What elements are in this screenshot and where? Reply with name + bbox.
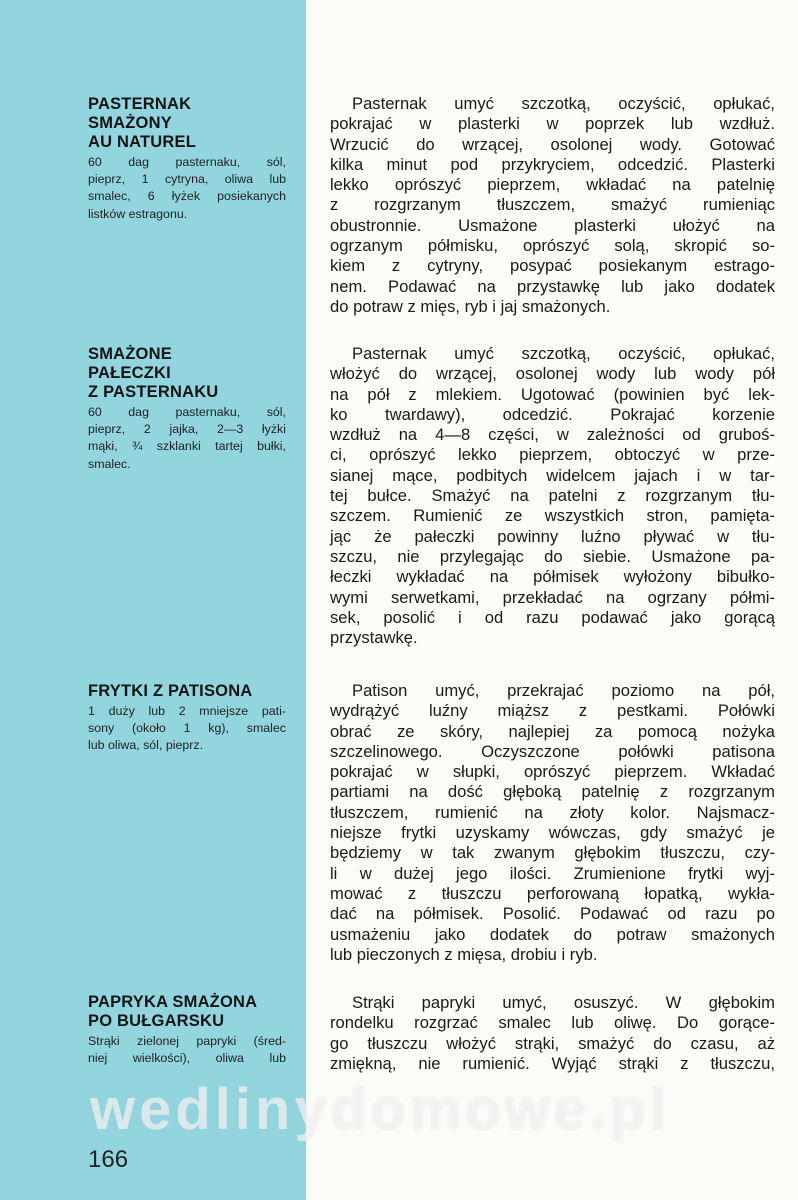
instructions [330,993,775,1074]
recipe-title [88,993,286,1031]
instruction-line: partiami na dość głęboką patelnię z rozgrzanym [330,782,775,802]
instruction-line: Strąki papryki umyć, osuszyć. W głębokim [352,993,775,1012]
recipe-3-body [330,681,775,965]
recipe-title-line: PASTERNAK [88,95,192,113]
recipe-3-header [88,682,286,755]
recipe-title-line: PO BUŁGARSKU [88,1012,225,1030]
recipe-title-line: Z PASTERNAKU [88,383,219,401]
ingredients [88,404,286,473]
recipe-4-header [88,993,286,1067]
instruction-line: lekko oprószyć pieprzem, wkładać na patelnię [330,175,775,195]
ingredient-line: niej wielkości), oliwa lub [88,1051,286,1066]
instruction-line: wydrążyć luźny miąższ z pestkami. Połówki [330,701,775,721]
recipe-1-header [88,95,286,223]
recipe-title-line: PAPRYKA SMAŻONA [88,993,258,1011]
instruction-line: pokrajać w plasterki w poprzek lub wzdłuż. [330,114,775,134]
instruction-line: rondelku rozgrzać smalec lub oliwę. Do gorące- [330,1013,775,1033]
instruction-line: sianej mące, podbitych widelcem jajach i w tar- [330,465,775,485]
ingredient-line: 1 duży lub 2 mniejsze pati- [88,704,286,718]
instruction-line: sek, posolić i od razu podawać jako gorącą [330,607,775,627]
ingredients [88,154,286,223]
instruction-line: tej bułce. Smażyć na patelni z rozgrzanym tłu- [330,486,775,506]
instruction-line: obrać ze skóry, najlepiej za pomocą nożyka [330,721,775,741]
ingredient-line: 60 dag pasternaku, sól, [88,155,286,169]
watermark: wedlinydomowe.pl [90,1077,670,1142]
recipe-title-line: SMAŻONE [88,345,172,363]
instructions [330,681,775,965]
instruction-line: niejsze frytki uzyskamy wówczas, gdy smażyć je [330,823,775,843]
instruction-line: mować z tłuszczu perforowaną łopatką, wykła- [330,883,775,903]
instruction-line: lub pieczonych z mięsa, drobiu i ryb. [330,944,598,964]
instruction-line: szczem. Rumienić ze wszystkich stron, pamięta- [330,506,775,526]
instruction-line: Pasternak umyć szczotką, oczyścić, opłukać, [352,344,775,363]
instruction-line: Pasternak umyć szczotką, oczyścić, opłukać, [352,94,775,113]
instruction-line: kilka minut pod przykryciem, odcedzić. Plasterki [330,154,775,174]
instruction-line: kiem z cytryny, posypać posiekanym estrago- [330,256,775,276]
recipe-4-body [330,993,775,1074]
instructions [330,344,775,648]
instruction-line: szczelinowego. Oczyszczone połówki patisona [330,741,775,761]
ingredient-line: listków estragonu. [88,206,188,221]
recipe-title-line: SMAŻONY [88,114,172,132]
instruction-line: będziemy w tak zwanym głębokim tłuszczu, czy- [330,843,775,863]
instruction-line: nem. Podawać na przystawkę lub jako dodatek [330,276,775,296]
recipe-title-line: AU NATUREL [88,133,197,151]
instruction-line: łeczki wykładać na półmisek wyłożony bibułko- [330,567,775,587]
recipe-title [88,95,286,152]
recipe-1-body [330,94,775,317]
instruction-line: Patison umyć, przekrajać poziomo na pół, [352,681,775,700]
ingredient-line: sony (około 1 kg), smalec [88,721,286,736]
instruction-line: na pół z mlekiem. Ugotować (powinien być lek- [330,384,775,404]
instruction-line: wzdłuż na 4—8 części, w zależności od gruboś- [330,425,775,445]
recipe-2-body [330,344,775,648]
instruction-line: li w dużej jego ilości. Zrumienione frytki wyj- [330,863,775,883]
recipe-title-line: FRYTKI Z PATISONA [88,682,253,700]
instruction-line: ci, oprószyć lekko pieprzem, obtoczyć w prze- [330,445,775,465]
instruction-line: wymi serwetkami, przekładać na ogrzany półmi- [330,587,775,607]
page-number: 166 [88,1146,129,1173]
instruction-line: go tłuszczu włożyć strąki, smażyć do czasu, aż [330,1033,775,1053]
ingredient-line: Strąki zielonej papryki (śred- [88,1034,286,1048]
instruction-line: włożyć do wrzącej, osolonej wody lub wody pół [330,364,775,384]
instruction-line: przystawkę. [330,628,418,648]
ingredient-line: mąki, ¾ szklanki tartej bułki, [88,439,286,454]
ingredients [88,1033,286,1067]
instruction-line: z rozgrzanym tłuszczem, smażyć rumieniąc [330,195,775,215]
instruction-line: pokrajać w słupki, oprószyć pieprzem. Wkładać [330,762,775,782]
ingredient-line: pieprz, 2 jajka, 2—3 łyżki [88,422,286,437]
instruction-line: zmiękną, nie rumienić. Wyjąć strąki z tłuszczu, [330,1053,775,1073]
instruction-line: szczu, nie przylegając do siebie. Usmażone pa- [330,546,775,566]
instruction-line: do potraw z mięs, ryb i jaj smażonych. [330,296,611,316]
ingredient-line: 60 dag pasternaku, sól, [88,405,286,419]
instruction-line: tłuszczem, rumienić na złoty kolor. Najsmacz- [330,802,775,822]
instruction-line: ogrzanym półmisku, oprószyć solą, skropić so- [330,236,775,256]
instruction-line: jąc że pałeczki powinny luźno pływać w tłu- [330,526,775,546]
recipe-2-header [88,345,286,473]
recipe-title [88,682,286,701]
instruction-line: obustronnie. Usmażone plasterki ułożyć na [330,215,775,235]
ingredients [88,703,286,755]
instruction-line: Wrzucić do wrzącej, osolonej wody. Gotować [330,134,775,154]
ingredient-line: smalec. [88,456,131,471]
instructions [330,94,775,317]
instruction-line: dać na półmisek. Posolić. Podawać od razu po [330,904,775,924]
recipe-title [88,345,286,402]
ingredient-line: smalec, 6 łyżek posiekanych [88,189,286,204]
instruction-line: ko twardawy), odcedzić. Pokrajać korzenie [330,404,775,424]
ingredient-line: lub oliwa, sól, pieprz. [88,738,204,753]
instruction-line: usmażeniu jako dodatek do potraw smażonych [330,924,775,944]
ingredient-line: pieprz, 1 cytryna, oliwa lub [88,172,286,187]
recipe-title-line: PAŁECZKI [88,364,171,382]
